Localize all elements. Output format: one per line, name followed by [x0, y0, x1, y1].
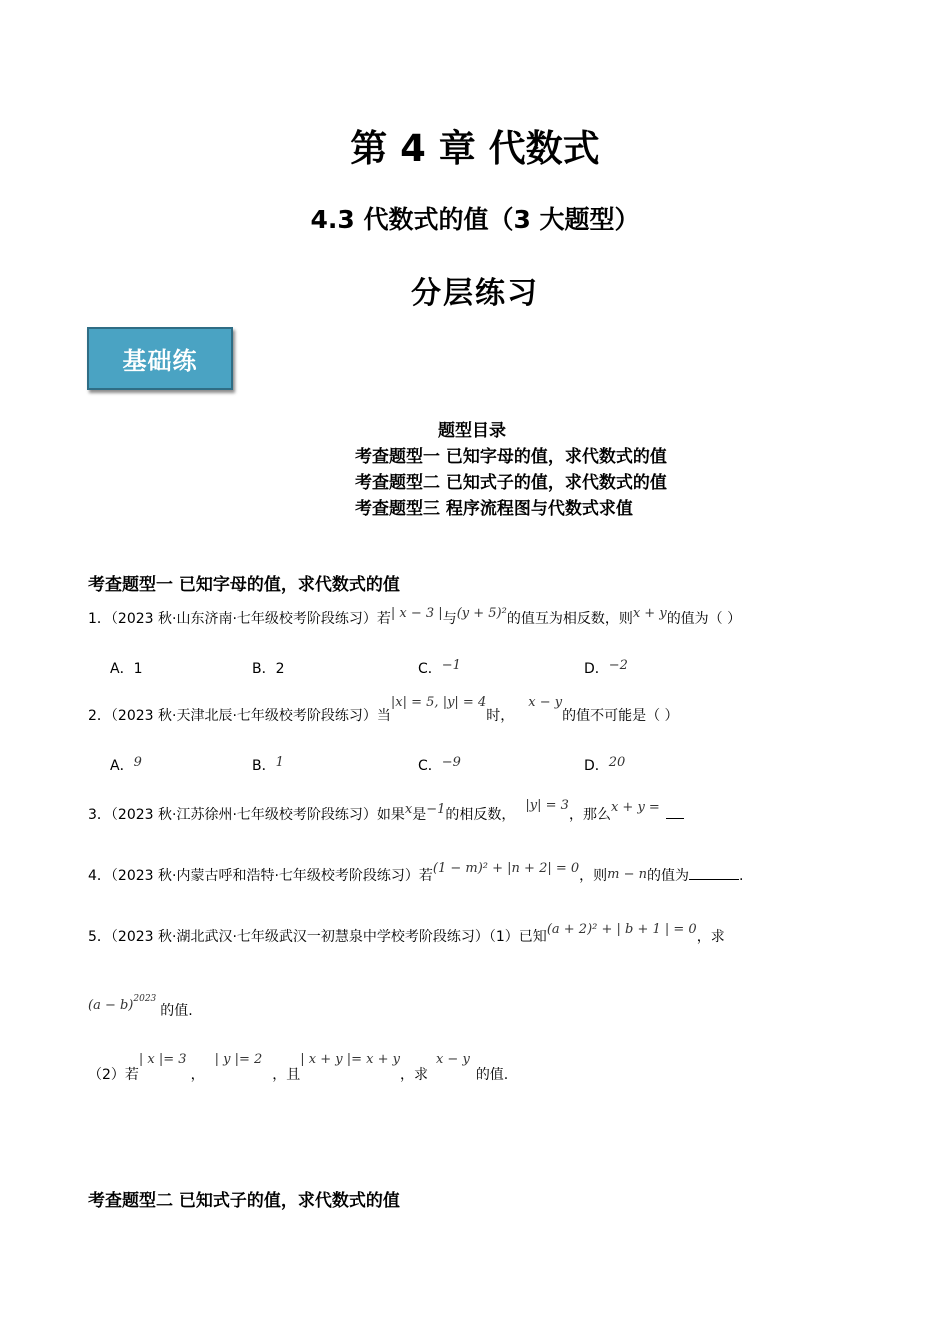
question-source: （2023 秋·山东济南·七年级校考阶段练习）若: [110, 611, 391, 627]
question-number: 5．: [88, 929, 111, 945]
toc-item: 考查题型二 已知式子的值，求代数式的值: [355, 473, 667, 493]
math-expression: −1: [426, 802, 446, 817]
math-expression: x − y: [435, 1052, 470, 1067]
question-text: 与: [442, 611, 457, 627]
math-expression: (a − b): [88, 998, 134, 1013]
practice-subtitle: 分层练习: [411, 276, 539, 311]
option-b[interactable]: B．2: [252, 661, 285, 677]
option-d[interactable]: D．−2: [584, 658, 628, 677]
math-expression: x: [404, 802, 413, 817]
basic-practice-badge: 基础练: [87, 327, 233, 390]
question-source: （2023 秋·天津北辰·七年级校考阶段练习）当: [110, 708, 391, 724]
option-c[interactable]: C．−9: [418, 755, 461, 774]
math-expression: (a + 2)² + | b + 1 | = 0: [546, 922, 697, 937]
question-number: 4．: [88, 868, 111, 884]
section-heading-2: 考查题型二 已知式子的值，求代数式的值: [88, 1191, 400, 1211]
question-text: 的值.: [160, 1003, 193, 1019]
question-text: 是: [412, 807, 427, 823]
question-text: 的值为（ ）: [666, 611, 742, 627]
option-a[interactable]: A．1: [110, 661, 143, 677]
question-5-part2: [88, 1052, 509, 1084]
question-text: ，且: [272, 1067, 301, 1083]
section-heading-1: 考查题型一 已知字母的值，求代数式的值: [88, 575, 400, 595]
section-title: 4.3 代数式的值（3 大题型）: [310, 205, 640, 234]
question-5-part1-cont: [88, 994, 193, 1020]
math-expression: | x − 3 |: [390, 606, 443, 621]
question-3: [88, 798, 684, 824]
option-a[interactable]: A．9: [110, 755, 142, 774]
question-text: ，求: [696, 929, 725, 945]
question-text: ，那么: [568, 807, 611, 823]
question-text: 的值.: [475, 1067, 509, 1083]
option-b[interactable]: B．1: [252, 755, 284, 774]
question-source: （2023 秋·江苏徐州·七年级校考阶段练习）如果: [110, 807, 405, 823]
question-text: （2）若: [88, 1067, 139, 1083]
question-text: 时，: [486, 708, 515, 724]
question-text: 的相反数，: [445, 807, 516, 823]
math-expression: x − y: [528, 695, 563, 710]
question-text: 的值不可能是（ ）: [562, 708, 679, 724]
question-text: ，则: [579, 868, 608, 884]
math-expression: |y| = 3: [525, 798, 569, 813]
question-source: （2023 秋·内蒙古呼和浩特·七年级校考阶段练习）若: [110, 868, 433, 884]
question-text: 的值互为相反数，则: [506, 611, 633, 627]
question-text: ，求: [399, 1067, 428, 1083]
toc-title: 题型目录: [438, 421, 506, 441]
math-expression: |x| = 5, |y| = 4: [390, 695, 487, 710]
math-expression: | y |= 2: [214, 1052, 263, 1067]
question-text: ，: [190, 1067, 205, 1083]
question-5: [88, 922, 725, 946]
math-expression: (1 − m)² + |n + 2| = 0: [432, 861, 580, 876]
math-expression: (y + 5)²: [456, 606, 507, 621]
option-c[interactable]: C．−1: [418, 658, 461, 677]
option-d[interactable]: D．20: [584, 755, 626, 774]
math-expression: x + y =: [610, 800, 660, 815]
question-number: 2．: [88, 708, 111, 724]
question-text: 的值为: [647, 868, 690, 884]
answer-blank[interactable]: [689, 879, 739, 880]
math-expression: m − n: [607, 867, 648, 882]
question-text: .: [739, 868, 744, 884]
chapter-title: 第 4 章 代数式: [350, 127, 600, 170]
question-4: [88, 861, 744, 885]
math-expression: | x |= 3: [138, 1052, 187, 1067]
question-source: （2023 秋·湖北武汉·七年级武汉一初慧泉中学校考阶段练习）（1）已知: [110, 929, 547, 945]
question-2: [88, 695, 679, 725]
toc-item: 考查题型一 已知字母的值，求代数式的值: [355, 447, 667, 467]
question-number: 1．: [88, 611, 111, 627]
question-number: 3．: [88, 807, 111, 823]
math-expression: x + y: [632, 606, 667, 621]
math-exponent: 2023: [133, 994, 157, 1005]
math-expression: | x + y |= x + y: [300, 1052, 400, 1067]
toc-item: 考查题型三 程序流程图与代数式求值: [355, 499, 633, 519]
answer-blank[interactable]: [666, 818, 684, 819]
question-1: [88, 608, 741, 628]
